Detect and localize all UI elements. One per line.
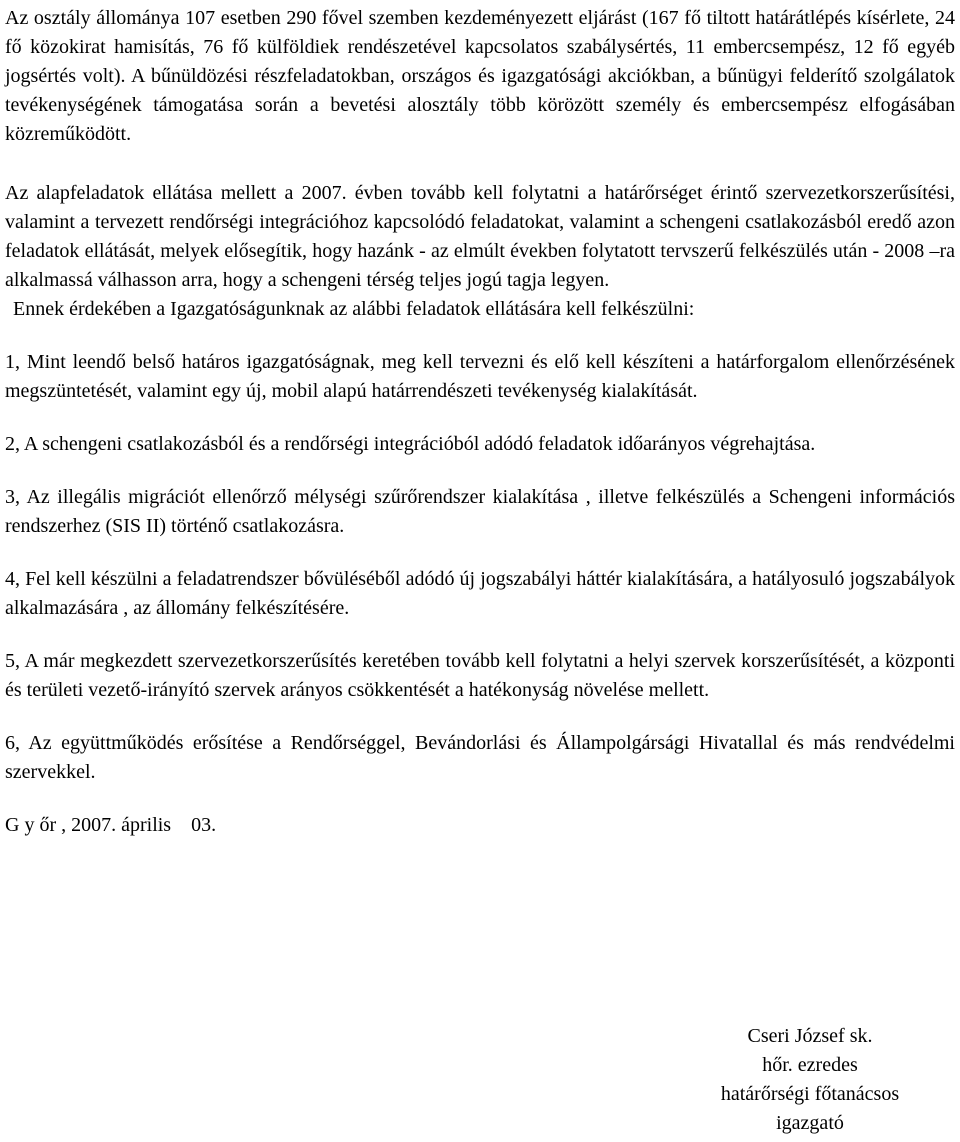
signature-rank: hőr. ezredes	[762, 1054, 858, 1076]
task-item-2: 2, A schengeni csatlakozásból és a rendőrségi integrációból adódó feladatok időarányos végrehajtása.	[5, 433, 816, 455]
task-item-6: 6, Az együttműködés erősítése a Rendőrséggel, Bevándorlási és Állampolgársági Hivatallal és más rendvédelmi szervekkel.	[5, 732, 955, 783]
signature-title: határőrségi főtanácsos	[720, 1083, 900, 1105]
paragraph-intro: Ennek érdekében a Igazgatóságunknak az alábbi feladatok ellátására kell felkészülni:	[13, 298, 695, 320]
task-item-4: 4, Fel kell készülni a feladatrendszer bővüléséből adódó új jogszabályi háttér kialakítására, a hatályosuló jogszabályok alkalmazására , az állomány felkészítésére.	[5, 568, 955, 619]
signature-block	[690, 1022, 930, 1138]
date-line: G y őr , 2007. április 03.	[5, 814, 217, 836]
task-item-3: 3, Az illegális migrációt ellenőrző mélységi szűrőrendszer kialakítása , illetve felkészülés a Schengeni információs rendszerhez (SIS II) történő csatlakozásra.	[5, 486, 955, 537]
signature-position: igazgató	[776, 1112, 844, 1134]
paragraph-statistics: Az osztály állománya 107 esetben 290 fővel szemben kezdeményezett eljárást (167 fő tiltott határátlépés kísérlete, 24 fő közokirat hamisítás, 76 fő külföldiek rendészetével kapcsolatos szabálysértés, 11 embercsempész, 12 fő egyéb jogsértés volt). A bűnüldözési részfeladatokban, országos és igazgatósági akciókban, a bűnügyi felderítő szolgálatok tevékenységének támogatása során a bevetési alosztály több körözött személy és embercsempész elfogásában közreműködött.	[5, 7, 955, 145]
signature-name: Cseri József sk.	[747, 1025, 873, 1047]
task-item-1: 1, Mint leendő belső határos igazgatóságnak, meg kell tervezni és elő kell készíteni a határforgalom ellenőrzésének megszüntetését, valamint egy új, mobil alapú határrendészeti tevékenység kialakítását.	[5, 351, 955, 402]
paragraph-tasks-2007: Az alapfeladatok ellátása mellett a 2007. évben tovább kell folytatni a határőrséget érintő szervezetkorszerűsítési, valamint a tervezett rendőrségi integrációhoz kapcsolódó feladatokat, valamint a schengeni csatlakozásból eredő azon feladatok ellátását, melyek elősegítik, hogy hazánk - az elmúlt években folytatott tervszerű felkészülés után - 2008 –ra alkalmassá válhasson arra, hogy a schengeni térség teljes jogú tagja legyen.	[5, 182, 955, 291]
document-body	[5, 4, 955, 840]
task-item-5: 5, A már megkezdett szervezetkorszerűsítés keretében tovább kell folytatni a helyi szervek korszerűsítését, a központi és területi vezető-irányító szervek arányos csökkentését a hatékonyság növelése mellett.	[5, 650, 955, 701]
